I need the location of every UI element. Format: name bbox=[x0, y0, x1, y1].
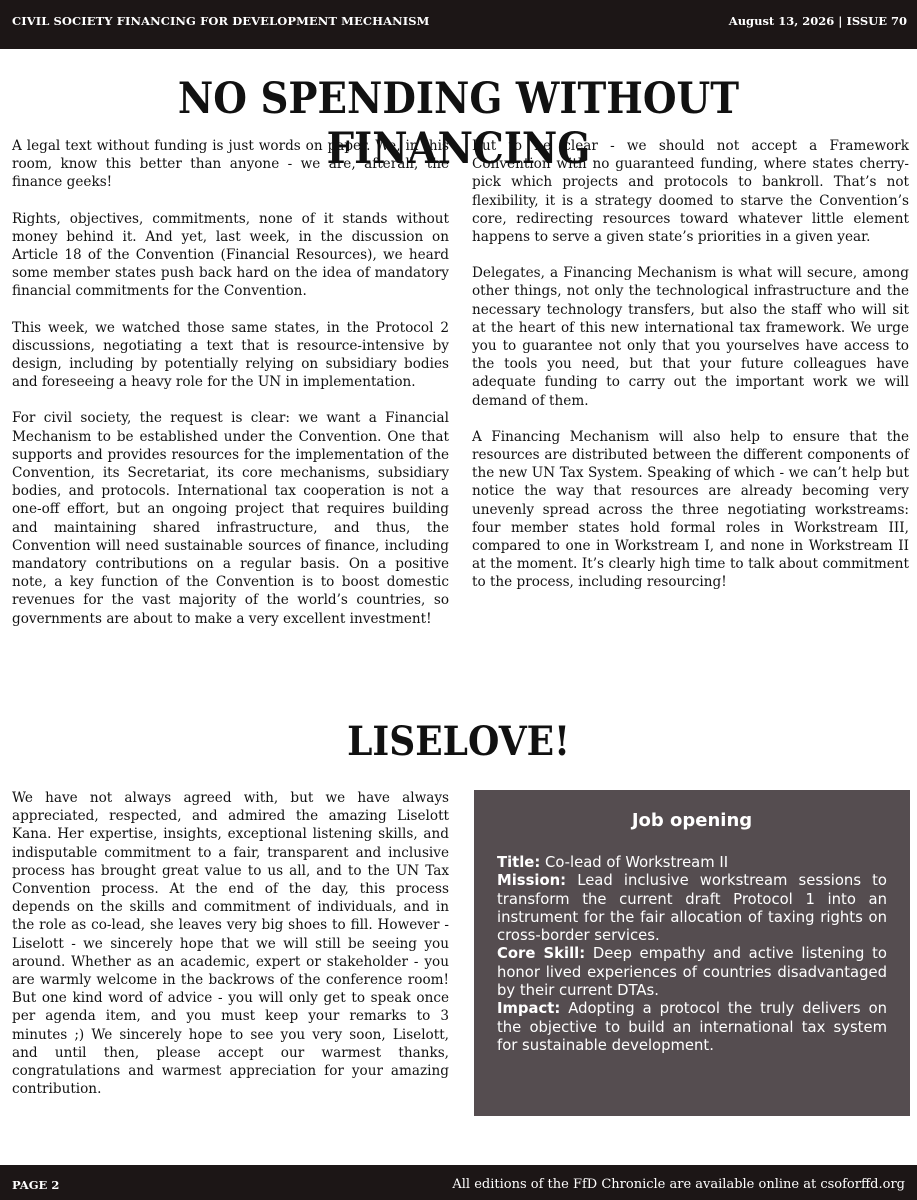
paragraph: A legal text without funding is just words on paper. We, in this room, know this better than anyone - we are, afterall, the finance geeks! bbox=[12, 138, 449, 191]
paragraph: This week, we watched those same states, in the Protocol 2 discussions, negotiating a text that is resource-intensive by design, including by potentially relying on subsidiary bodies and foreseeing a heavy role for the UN in implementation. bbox=[12, 319, 449, 391]
date-issue: August 13, 2026 | ISSUE 70 bbox=[728, 14, 907, 28]
page-number: PAGE 2 bbox=[12, 1178, 60, 1192]
impact-value: Adopting a protocol the truly delivers on the objective to build an international tax system for sustainable development. bbox=[497, 1000, 887, 1054]
footer-note: All editions of the FfD Chronicle are available online at csoforffd.org bbox=[452, 1177, 905, 1192]
paragraph: Delegates, a Financing Mechanism is what will secure, among other things, not only the technological infrastructure and the necessary technology transfers, but also the staff who will sit at the heart of this new international tax framework. We urge you to guarantee not only that you yourselves have access to the tools you need, but that your future colleagues have adequate funding to carry out the important work we will demand of them. bbox=[472, 265, 909, 409]
paragraph: We have not always agreed with, but we have always appreciated, respected, and admired the amazing Liselott Kana. Her expertise, insights, exceptional listening skills, and indisputable commitment to a fair, transparent and inclusive process has brought great value to us all, and to the UN Tax Convention process. At the end of the day, this process depends on the skills and commitment of individuals, and in the role as co-lead, she leaves very big shoes to fill. However - Liselott - we sincerely hope that we will still be seeing you around. Whether as an academic, expert or stakeholder - you are warmly welcome in the backrows of the conference room! But one kind word of advice - you will only get to speak once per agenda item, and you must keep your remarks to 3 minutes ;) We sincerely hope to see you very soon, Liselott, and until then, please accept our warmest thanks, congratulations and warmest appreciation for your amazing contribution. bbox=[12, 790, 449, 1098]
title-value: Co-lead of Workstream II bbox=[544, 854, 729, 871]
footer-bar bbox=[0, 1165, 917, 1200]
job-skill-line bbox=[497, 945, 887, 1000]
job-opening-box bbox=[474, 790, 910, 1116]
second-headline: LISELOVE! bbox=[347, 718, 570, 765]
article-column-1 bbox=[12, 137, 449, 646]
paragraph: For civil society, the request is clear: we want a Financial Mechanism to be established under the Convention. One that supports and provides resources for the implementation of the Convention, its Secretariat, its core mechanisms, subsidiary bodies, and protocols. International tax cooperation is not a one-off effort, but an ongoing project that requires building and maintaining shared infrastructure, and thus, the Convention will need sustainable sources of finance, including mandatory contributions on a regular basis. On a positive note, a key function of the Convention is to boost domestic revenues for the vast majority of the world’s countries, so governments are about to make a very excellent investment! bbox=[12, 410, 449, 627]
mission-label: Mission: bbox=[497, 872, 567, 890]
tribute-article bbox=[12, 789, 449, 1116]
job-body bbox=[497, 854, 887, 1055]
main-headline: NO SPENDING WITHOUT FINANCING bbox=[177, 74, 740, 174]
job-impact-line bbox=[497, 1000, 887, 1055]
job-heading: Job opening bbox=[631, 810, 753, 831]
impact-label: Impact: bbox=[497, 1000, 561, 1018]
skill-value: Deep empathy and active listening to honor lived experiences of countries disadvantaged by their current DTAs. bbox=[497, 945, 887, 1000]
paragraph: But to be clear - we should not accept a Framework Convention with no guaranteed funding, where states cherry-pick which projects and protocols to bankroll. That’s not flexibility, it is a strategy doomed to starve the Convention’s core, redirecting resources toward whatever little element happens to serve a given state’s priorities in a given year. bbox=[472, 138, 909, 246]
job-title-line bbox=[497, 854, 887, 872]
skill-label: Core Skill: bbox=[497, 945, 586, 963]
article-column-2 bbox=[472, 137, 909, 610]
paragraph: Rights, objectives, commitments, none of it stands without money behind it. And yet, last week, in the discussion on Article 18 of the Convention (Financial Resources), we heard some member states push back hard on the idea of mandatory financial commitments for the Convention. bbox=[12, 210, 449, 300]
paragraph: A Financing Mechanism will also help to ensure that the resources are distributed between the different components of the new UN Tax System. Speaking of which - we can’t help but notice the way that resources are already becoming very unevenly spread across the three negotiating workstreams: four member states hold formal roles in Workstream III, compared to one in Workstream I, and none in Workstream II at the moment. It’s clearly high time to talk about commitment to the process, including resourcing! bbox=[472, 428, 909, 591]
publication-name: CIVIL SOCIETY FINANCING FOR DEVELOPMENT MECHANISM bbox=[12, 14, 430, 28]
job-mission-line bbox=[497, 872, 887, 945]
title-label: Title: bbox=[497, 854, 541, 871]
mission-value: Lead inclusive workstream sessions to transform the current draft Protocol 1 into an instrument for the fair allocation of taxing rights on cross-border services. bbox=[497, 872, 887, 945]
header-bar bbox=[0, 0, 917, 49]
